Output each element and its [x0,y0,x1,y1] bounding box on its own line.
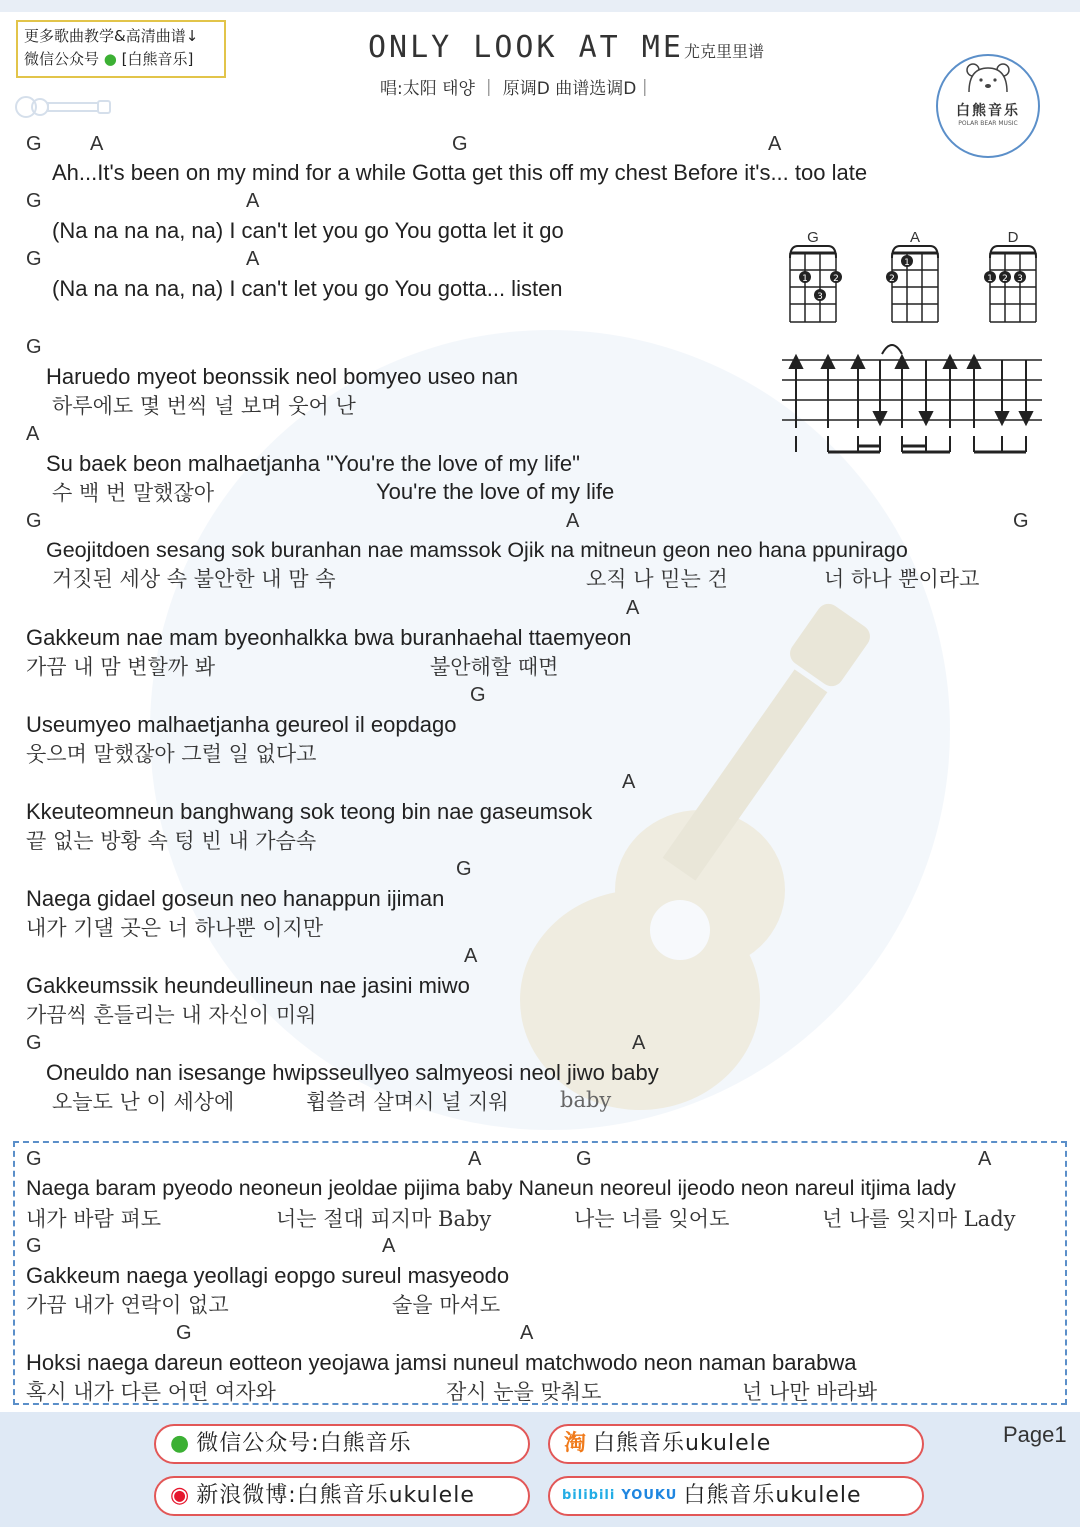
taobao-label: 白熊音乐ukulele [593,1431,772,1456]
chord-label: G [176,1322,192,1344]
chord-label: G [452,133,468,155]
chord-label: A [566,510,580,532]
weibo-label: 新浪微博:白熊音乐ukulele [196,1483,475,1508]
korean-line: 하루에도 몇 번씩 널 보며 웃어 난 [52,394,356,418]
finger-number: 2 [1002,274,1008,284]
chord-label: A [978,1148,992,1170]
chord-label: G [26,190,42,212]
song-subtitle: 唱:太阳 태양 ｜ 原调D 曲谱选调D｜ [380,79,654,99]
finger-number: 1 [904,258,910,268]
chord-label: G [26,336,42,358]
chord-label: G [26,133,42,155]
lyric-line: Gakkeum nae mam byeonhalkka bwa buranhaehal ttaemyeon [26,625,632,650]
chord-label: A [468,1148,482,1170]
lyric-line: Kkeuteomneun banghwang sok teong bin nae gaseumsok [26,799,593,824]
lyric-line: (Na na na na, na) I can't let you go You gotta... listen [52,276,563,301]
chord-label: G [26,1148,42,1170]
chord-label: G [1013,510,1029,532]
strumming-pattern [782,340,1044,456]
weibo-link[interactable] [154,1476,530,1516]
korean-line: 내가 바람 펴도 [26,1207,162,1231]
weibo-icon: ◉ [170,1483,191,1508]
chord-label: A [622,771,636,793]
brand-logo [936,54,1040,158]
korean-line: 웃으며 말했잖아 그럴 일 없다고 [26,742,317,766]
korean-line: baby [560,1088,612,1112]
polar-bear-icon [963,62,1013,98]
korean-line: 내가 기댈 곳은 너 하나뿐 이지만 [26,916,324,940]
korean-line: 술을 마셔도 [392,1293,501,1317]
top-band [0,0,1080,12]
promo-line-2 [24,48,218,71]
finger-number: 2 [833,274,839,284]
taobao-icon: 淘 [564,1431,588,1456]
logo-subtitle: POLAR BEAR MUSIC [958,120,1018,127]
song-title-text: ONLY LOOK AT ME [368,30,684,65]
wechat-label: 微信公众号:白熊音乐 [196,1431,412,1456]
chord-label: A [464,945,478,967]
bilibili-youku-link[interactable] [548,1476,924,1516]
chord-label: G [26,1032,42,1054]
lyric-line: Gakkeum naega yeollagi eopgo sureul masyeodo [26,1263,510,1288]
promo-account-name: [白熊音乐] [121,50,194,68]
chord-diagrams [780,228,1070,328]
wechat-icon: ● [103,50,117,68]
taobao-link[interactable] [548,1424,924,1464]
chord-label: G [26,510,42,532]
chord-label: A [382,1235,396,1257]
lyric-line: Haruedo myeot beonssik neol bomyeo useo nan [46,364,519,389]
korean-line: 오늘도 난 이 세상에 [52,1090,235,1114]
lyric-line-translation: You're the love of my life [376,479,615,504]
lyric-line: Ah...It's been on my mind for a while Gotta get this off my chest Before it's... too late [52,160,868,185]
finger-number: 1 [987,274,993,284]
chord-label: A [246,248,260,270]
korean-line: 가끔 내 맘 변할까 봐 [26,655,215,679]
lyric-line: Geojitdoen sesang sok buranhan nae mamssok Ojik na mitneun geon neo hana ppunirago [46,538,908,562]
youku-icon: YOUKU [621,1488,678,1503]
logo-name: 白熊音乐 [956,103,1020,119]
chord-label: G [576,1148,592,1170]
korean-line: 거짓된 세상 속 불안한 내 맘 속 [52,567,336,591]
lyric-line: Hoksi naega dareun eotteon yeojawa jamsi nuneul matchwodo neon naman barabwa [26,1350,857,1375]
chord-diagram-g [790,229,842,322]
background-ukulele-icon [470,600,890,1140]
korean-line: 넌 나만 바라봐 [742,1380,878,1404]
korean-line: 잠시 눈을 맞춰도 [446,1380,602,1404]
title-suffix: 尤克里里谱 [683,42,764,61]
korean-line: 가끔씩 흔들리는 내 자신이 미워 [26,1003,317,1027]
lyric-line: Naega baram pyeodo neoneun jeoldae pijima baby Naneun neoreul ijeodo neon nareul itjima lady [26,1176,956,1200]
finger-number: 3 [817,292,823,302]
chord-label: G [456,858,472,880]
korean-line: 가끔 내가 연락이 없고 [26,1293,229,1317]
chord-diagram-label: D [1007,229,1019,246]
finger-number: 2 [889,274,895,284]
finger-number: 3 [1017,274,1023,284]
korean-line: 너는 절대 피지마 Baby [276,1207,492,1231]
korean-line: 불안해할 때면 [430,655,559,679]
korean-line: 나는 너를 잊어도 [574,1207,730,1231]
chord-label: A [626,597,640,619]
chord-label: A [520,1322,534,1344]
korean-line: 수 백 번 말했잖아 [52,481,215,505]
chord-label: G [470,684,486,706]
chord-label: A [768,133,782,155]
korean-line: 오직 나 믿는 건 [586,567,728,591]
chord-label: A [632,1032,646,1054]
lyric-line: Su baek beon malhaetjanha "You're the love of my life" [46,451,580,476]
chord-diagram-label: A [909,229,921,246]
song-title [368,30,764,65]
ukulele-icon [14,92,114,122]
lyric-line: Oneuldo nan isesange hwipsseullyeo salmyeosi neol jiwo baby [46,1060,659,1085]
korean-line: 너 하나 뿐이라고 [824,567,980,591]
lyric-line: Naega gidael goseun neo hanappun ijiman [26,886,445,911]
chord-label: G [26,248,42,270]
chord-diagram-label: G [807,229,819,246]
chord-diagram-a [886,229,938,322]
finger-number: 1 [802,274,808,284]
chord-label: A [26,423,40,445]
bilibili-icon: bilibili [562,1488,616,1503]
lyric-line: Gakkeumssik heundeullineun nae jasini miwo [26,973,470,998]
korean-line: 휩쓸려 살며시 널 지워 [306,1090,509,1114]
wechat-icon: ● [170,1431,191,1456]
chord-label: A [246,190,260,212]
promo-wechat-label: 微信公众号 [24,50,100,68]
lyric-line: (Na na na na, na) I can't let you go You gotta let it go [52,218,564,243]
promo-box [16,20,226,78]
lyric-line: Useumyeo malhaetjanha geureol il eopdago [26,712,457,737]
chord-diagram-d [984,229,1036,322]
korean-line: 넌 나를 잊지마 Lady [822,1207,1016,1231]
bilibili-label: 白熊音乐ukulele [683,1483,862,1508]
chord-label: A [90,133,104,155]
korean-line: 혹시 내가 다른 어떤 여자와 [26,1380,276,1404]
promo-line-1: 更多歌曲教学&高清曲谱↓ [24,27,199,45]
korean-line: 끝 없는 방황 속 텅 빈 내 가슴속 [26,829,317,853]
page-number: Page1 [1003,1422,1067,1447]
wechat-link[interactable] [154,1424,530,1464]
chord-label: G [26,1235,42,1257]
